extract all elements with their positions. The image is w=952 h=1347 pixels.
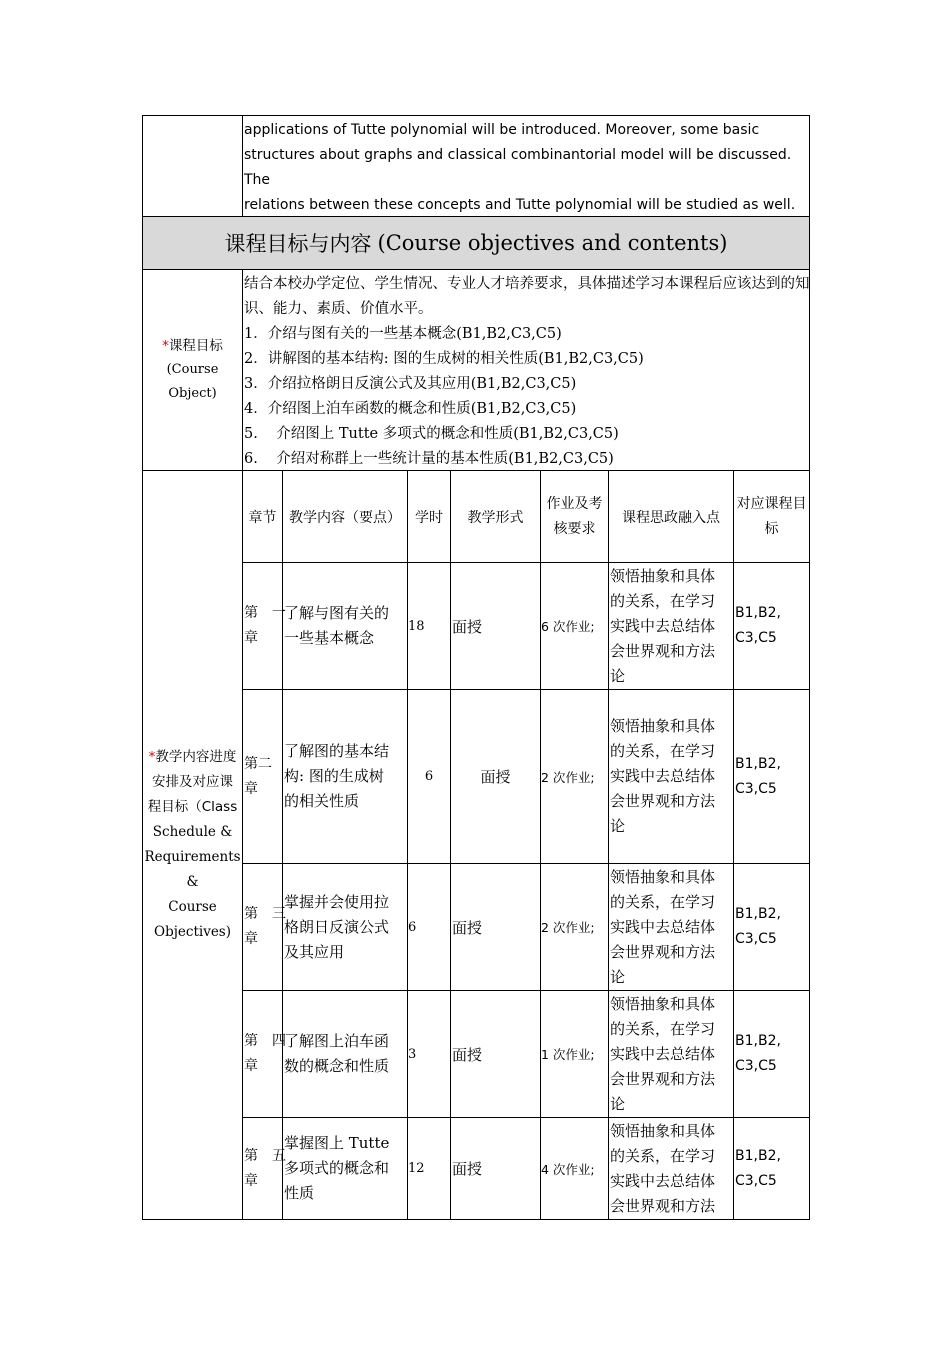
section-header bbox=[143, 217, 809, 269]
intro-paragraph bbox=[244, 118, 808, 218]
row2-homework: 2 次作业; bbox=[541, 769, 595, 785]
course-object-label-en: (Course Object) bbox=[166, 362, 219, 401]
header-form: 教学形式 bbox=[467, 509, 524, 526]
row5-homework: 4 次作业; bbox=[541, 1161, 595, 1177]
row4-content: 了解图上泊车函 数的概念和性质 bbox=[284, 1032, 390, 1075]
schedule-label-line: 安排及对应课 bbox=[152, 774, 233, 790]
course-object-content bbox=[244, 272, 808, 472]
row1-homework: 6 次作业; bbox=[541, 619, 595, 634]
schedule-label-line: Course bbox=[168, 899, 217, 915]
row1-hours: 18 bbox=[408, 618, 425, 634]
row2-objectives: B1,B2, C3,C5 bbox=[735, 755, 781, 797]
schedule-label-line: *教学内容进度 bbox=[148, 749, 237, 765]
objective-item: 6. 介绍对称群上一些统计量的基本性质(B1,B2,C3,C5) bbox=[244, 451, 614, 467]
row1-content: 了解与图有关的 一些基本概念 bbox=[284, 604, 390, 647]
row1-chapter: 第 一 章 bbox=[244, 605, 286, 646]
section-header-en: (Course objectives and contents) bbox=[377, 231, 728, 255]
schedule-label-line: Objectives) bbox=[154, 924, 231, 940]
course-object-label bbox=[143, 270, 242, 470]
row3-objectives: B1,B2, C3,C5 bbox=[735, 906, 781, 947]
row4-ideology: 领悟抽象和具体 的关系，在学习 实践中去总结体 会世界观和方法 论 bbox=[610, 994, 716, 1113]
intro-line: relations between these concepts and Tutte polynomial will be studied as well. bbox=[244, 197, 796, 213]
row4-chapter: 第 四 章 bbox=[244, 1033, 286, 1074]
objective-item: 2．讲解图的基本结构: 图的生成树的相关性质(B1,B2,C3,C5) bbox=[244, 351, 644, 367]
row4-hours: 3 bbox=[408, 1046, 417, 1062]
schedule-label-line: Schedule & bbox=[152, 824, 233, 840]
row3-hours: 6 bbox=[408, 919, 417, 935]
course-object-label-cn: *课程目标 bbox=[162, 338, 223, 354]
row2-chapter: 第二 章 bbox=[244, 755, 272, 797]
row4-homework: 1 次作业; bbox=[541, 1047, 595, 1062]
schedule-label bbox=[143, 471, 242, 1219]
row3-content: 掌握并会使用拉 格朗日反演公式 及其应用 bbox=[284, 892, 390, 961]
row3-form: 面授 bbox=[452, 918, 483, 937]
schedule-label-line: 程目标（Class bbox=[147, 799, 238, 815]
row2-form: 面授 bbox=[480, 768, 511, 786]
course-object-intro-line: 识、能力、素质、价值水平。 bbox=[244, 301, 433, 317]
row2-ideology: 领悟抽象和具体 的关系，在学习 实践中去总结体 会世界观和方法 论 bbox=[610, 717, 716, 835]
header-content: 教学内容（要点） bbox=[289, 509, 401, 526]
intro-line: applications of Tutte polynomial will be introduced. Moreover, some basic bbox=[244, 122, 760, 138]
header-objectives: 对应课程目 标 bbox=[736, 495, 807, 537]
row5-form: 面授 bbox=[452, 1160, 483, 1178]
objective-item: 4．介绍图上泊车函数的概念和性质(B1,B2,C3,C5) bbox=[244, 401, 577, 417]
header-homework: 作业及考 核要求 bbox=[546, 495, 603, 537]
objective-item: 1．介绍与图有关的一些基本概念(B1,B2,C3,C5) bbox=[244, 326, 562, 342]
row1-ideology: 领悟抽象和具体 的关系，在学习 实践中去总结体 会世界观和方法 论 bbox=[610, 566, 716, 685]
row5-content: 掌握图上 Tutte 多项式的概念和 性质 bbox=[284, 1134, 390, 1202]
row2-hours: 6 bbox=[424, 769, 434, 784]
section-header-cn: 课程目标与内容 bbox=[224, 232, 372, 256]
objective-item: 3．介绍拉格朗日反演公式及其应用(B1,B2,C3,C5) bbox=[244, 376, 577, 392]
objective-item: 5. 介绍图上 Tutte 多项式的概念和性质(B1,B2,C3,C5) bbox=[244, 426, 619, 442]
schedule-label-line: Requirements & bbox=[144, 849, 241, 890]
intro-line: structures about graphs and classical combinantorial model will be discussed. The bbox=[244, 147, 792, 188]
row3-homework: 2 次作业; bbox=[541, 920, 595, 935]
row4-objectives: B1,B2, C3,C5 bbox=[735, 1033, 781, 1074]
row5-objectives: B1,B2, C3,C5 bbox=[735, 1147, 781, 1189]
row5-hours: 12 bbox=[408, 1161, 425, 1176]
row3-chapter: 第 三 章 bbox=[244, 906, 286, 947]
row2-content: 了解图的基本结 构: 图的生成树 的相关性质 bbox=[284, 742, 390, 810]
row5-chapter: 第 五 章 bbox=[244, 1147, 286, 1189]
header-hours: 学时 bbox=[415, 509, 443, 526]
header-chapter: 章节 bbox=[248, 509, 277, 526]
row4-form: 面授 bbox=[452, 1045, 483, 1064]
course-object-intro-line: 结合本校办学定位、学生情况、专业人才培养要求，具体描述学习本课程后应该达到的知 bbox=[244, 276, 810, 292]
row1-objectives: B1,B2, C3,C5 bbox=[735, 605, 781, 646]
header-ideology: 课程思政融入点 bbox=[622, 509, 720, 526]
row1-form: 面授 bbox=[452, 617, 483, 636]
row3-ideology: 领悟抽象和具体 的关系，在学习 实践中去总结体 会世界观和方法 论 bbox=[610, 867, 716, 986]
row5-ideology: 领悟抽象和具体 的关系，在学习 实践中去总结体 会世界观和方法 bbox=[610, 1121, 716, 1215]
